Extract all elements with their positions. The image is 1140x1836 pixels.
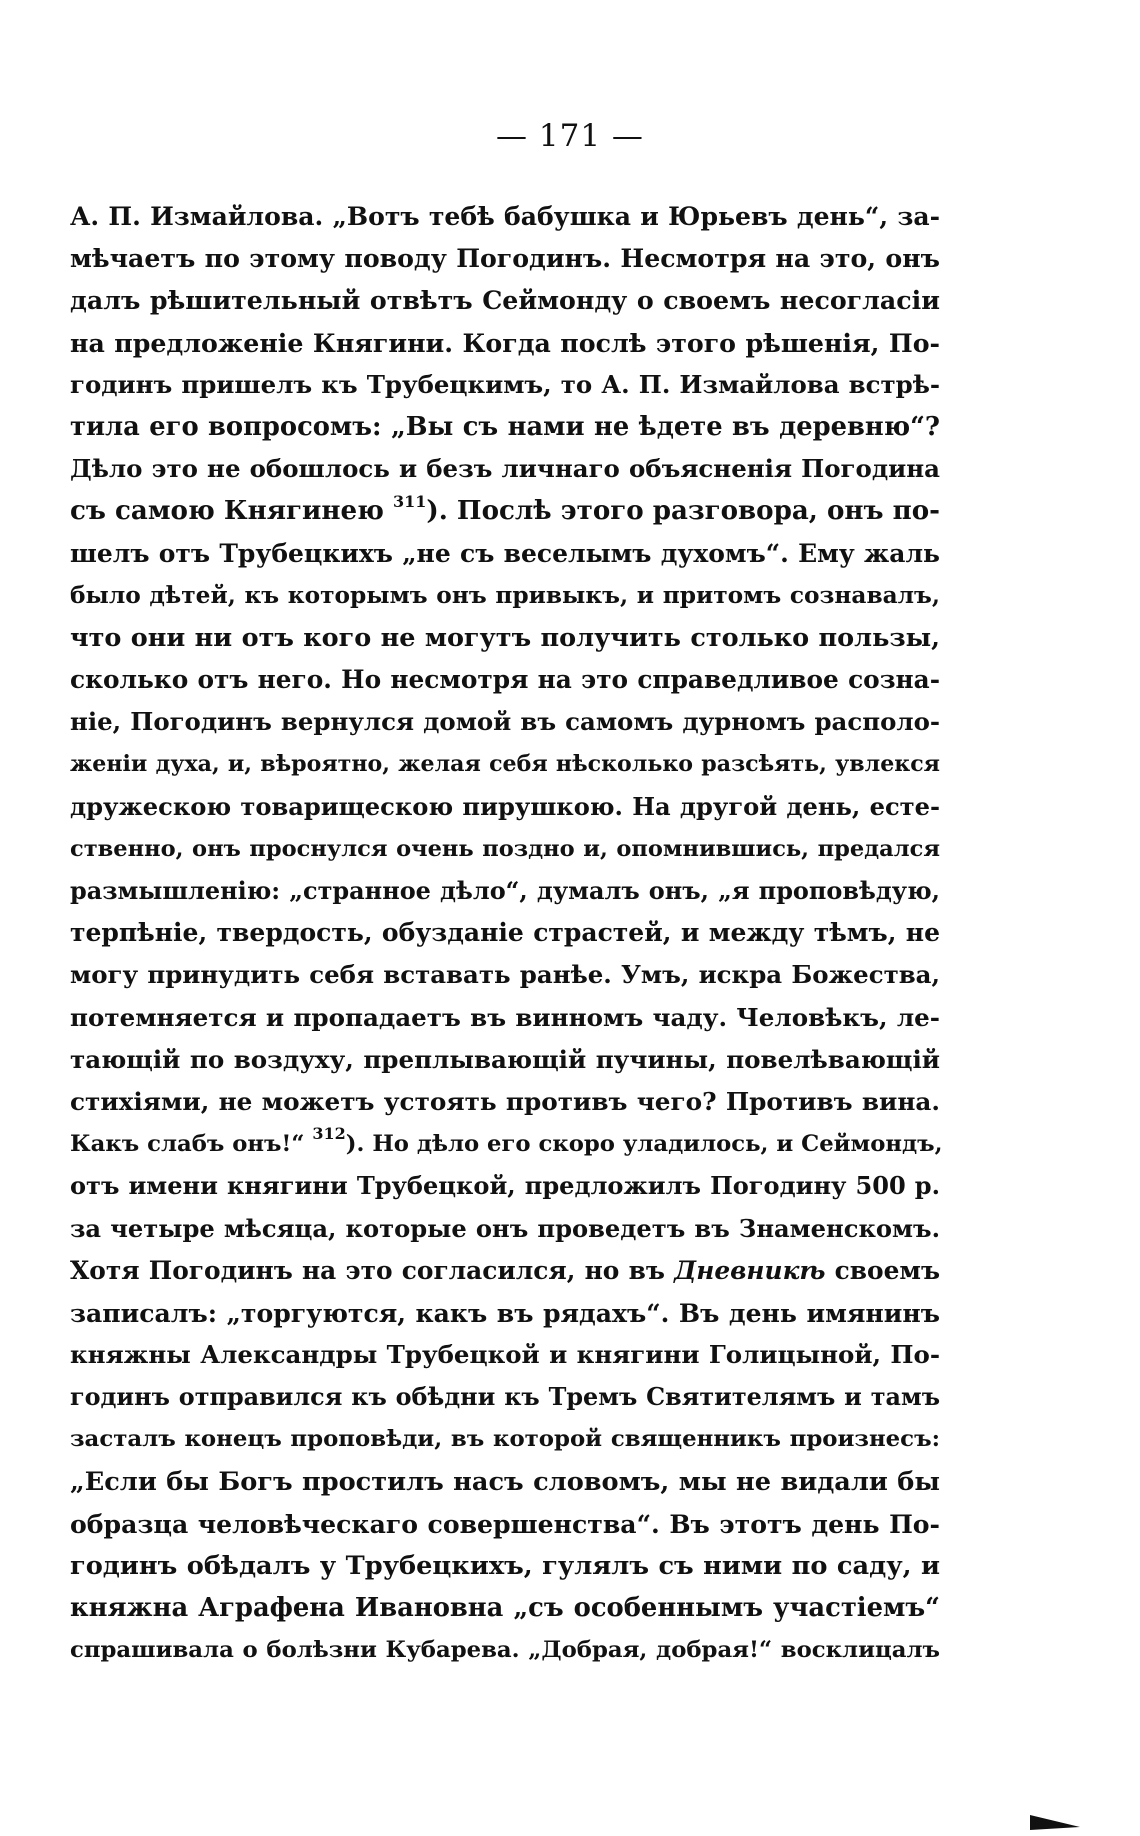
- text-line: [70, 322, 940, 364]
- text-line: [70, 1292, 940, 1334]
- text-line: [70, 1545, 940, 1587]
- text-segment: за четыре мѣсяца, которые онъ проведетъ въ Знаменскомъ.: [70, 1213, 940, 1243]
- text-line: [70, 1081, 940, 1123]
- text-line: [70, 743, 940, 785]
- text-segment: ). Послѣ этого разговора, онъ по-: [426, 495, 940, 527]
- text-line: [70, 406, 940, 448]
- text-line: [70, 701, 940, 743]
- text-line: [70, 1418, 940, 1460]
- text-segment: размышленію: „странное дѣло“, думалъ онъ, „я проповѣдую,: [70, 877, 940, 905]
- text-line: [70, 828, 940, 870]
- text-line: [70, 448, 940, 490]
- text-segment: сколько отъ него. Но несмотря на это справедливое созна-: [70, 665, 940, 695]
- text-line: [70, 1208, 940, 1250]
- text-segment: ). Но дѣло его скоро уладилось, и Сеймондъ,: [345, 1131, 943, 1158]
- text-segment: шелъ отъ Трубецкихъ „не съ веселымъ духомъ“. Ему жаль: [70, 538, 940, 568]
- footnote-reference: 312: [312, 1124, 346, 1144]
- text-segment: годинъ обѣдалъ у Трубецкихъ, гулялъ съ ними по саду, и: [70, 1551, 940, 1581]
- text-segment: Какъ слабъ онъ!“: [70, 1131, 313, 1158]
- text-segment: потемняется и пропадаетъ въ винномъ чаду. Человѣкъ, ле-: [70, 1002, 940, 1032]
- text-line: [70, 195, 940, 237]
- text-line: [70, 575, 940, 617]
- text-line: [70, 279, 940, 321]
- text-line: [70, 1334, 940, 1376]
- text-line: [70, 1123, 943, 1165]
- text-segment: „Если бы Богъ простилъ насъ словомъ, мы не видали бы: [70, 1466, 940, 1497]
- text-segment: отъ имени княгини Трубецкой, предложилъ Погодину 500 р.: [70, 1171, 940, 1201]
- italic-text: Дневникѣ: [674, 1255, 826, 1285]
- text-line: [70, 364, 940, 406]
- page-corner-mark: [1030, 1815, 1080, 1830]
- text-segment: терпѣніе, твердость, обузданіе страстей, и между тѣмъ, не: [70, 918, 940, 948]
- text-segment: образца человѣческаго совершенства“. Въ этотъ день По-: [70, 1508, 940, 1539]
- text-line: [70, 786, 940, 828]
- text-segment: Дѣло это не обошлось и безъ личнаго объясненія Погодина: [70, 454, 940, 484]
- text-line: [70, 659, 940, 701]
- text-line: [70, 1503, 940, 1545]
- text-segment: годинъ пришелъ къ Трубецкимъ, то А. П. Измайлова встрѣ-: [70, 369, 940, 399]
- text-segment: ніе, Погодинъ вернулся домой въ самомъ дурномъ располо-: [70, 707, 940, 737]
- text-segment: стихіями, не можетъ устоять противъ чего? Противъ вина.: [70, 1086, 940, 1116]
- text-line: [70, 954, 940, 996]
- text-line: [70, 1165, 940, 1207]
- text-segment: тила его вопросомъ: „Вы съ нами не ѣдете въ деревню“?: [70, 411, 940, 442]
- text-line: [70, 912, 940, 954]
- text-segment: спрашивала о болѣзни Кубарева. „Добрая, добрая!“ восклицалъ: [70, 1637, 940, 1664]
- text-segment: съ самою Княгинею: [70, 495, 393, 527]
- text-line: [70, 870, 940, 912]
- text-segment: ственно, онъ проснулся очень поздно и, опомнившись, предался: [70, 835, 940, 862]
- text-segment: мѣчаетъ по этому поводу Погодинъ. Несмотря на это, онъ: [70, 243, 940, 274]
- text-line: [70, 1629, 940, 1671]
- page-number: — 171 —: [496, 118, 644, 154]
- text-line: [70, 1376, 940, 1418]
- text-line: [70, 997, 940, 1039]
- text-segment: было дѣтей, къ которымъ онъ привыкъ, и притомъ сознавалъ,: [70, 581, 940, 609]
- text-segment: А. П. Измайлова. „Вотъ тебѣ бабушка и Юрьевъ день“, за-: [70, 201, 940, 231]
- text-line: [70, 490, 940, 532]
- text-segment: княжна Аграфена Ивановна „съ особеннымъ участіемъ“: [70, 1593, 940, 1624]
- text-segment: дружескою товарищескою пирушкою. На другой день, есте-: [70, 791, 940, 821]
- text-segment: женіи духа, и, вѣроятно, желая себя нѣсколько разсѣять, увлекся: [70, 751, 940, 778]
- text-line: [70, 533, 940, 575]
- text-line: [70, 237, 940, 279]
- footnote-reference: 311: [392, 492, 427, 512]
- text-line: [70, 617, 940, 659]
- text-segment: засталъ конецъ проповѣди, въ которой священникъ произнесъ:: [70, 1426, 940, 1453]
- text-segment: Хотя Погодинъ на это согласился, но въ: [70, 1255, 675, 1285]
- body-text: [70, 195, 943, 1672]
- text-segment: своемъ: [825, 1255, 941, 1285]
- text-segment: княжны Александры Трубецкой и княгини Голицыной, По-: [70, 1340, 940, 1370]
- text-segment: годинъ отправился къ обѣдни къ Тремъ Святителямъ и тамъ: [70, 1383, 940, 1412]
- text-segment: тающій по воздуху, преплывающій пучины, повелѣвающій: [70, 1044, 940, 1074]
- text-line: [70, 1587, 940, 1629]
- text-line: [70, 1461, 940, 1503]
- text-segment: могу принудить себя вставать ранѣе. Умъ, искра Божества,: [70, 960, 940, 990]
- text-line: [70, 1039, 940, 1081]
- text-segment: на предложеніе Княгини. Когда послѣ этого рѣшенія, По-: [70, 327, 940, 358]
- text-line: [70, 1250, 940, 1292]
- text-segment: записалъ: „торгуются, какъ въ рядахъ“. Въ день имянинъ: [70, 1297, 940, 1328]
- text-segment: далъ рѣшительный отвѣтъ Сеймонду о своемъ несогласіи: [70, 285, 940, 316]
- text-segment: что они ни отъ кого не могутъ получить столько пользы,: [70, 622, 940, 653]
